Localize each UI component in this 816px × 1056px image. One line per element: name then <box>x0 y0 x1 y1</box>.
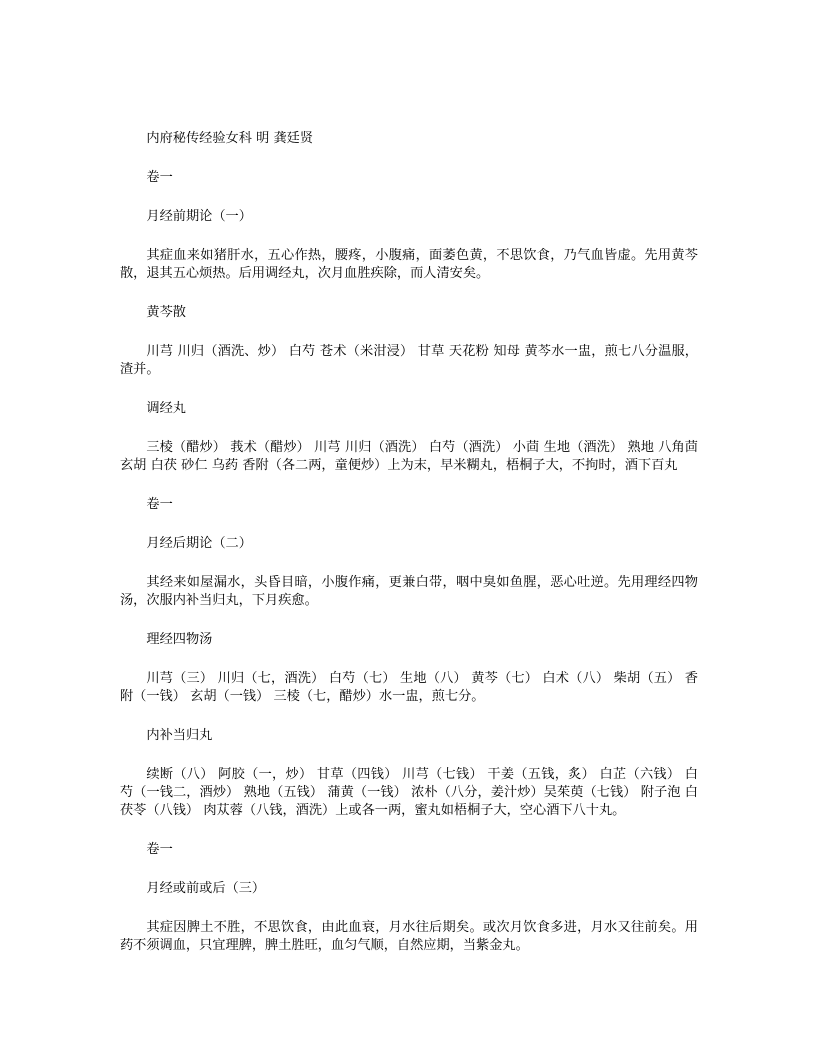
body-paragraph: 其症因脾土不胜，不思饮食，由此血衰，月水往后期矣。或次月饮食多进，月水又往前矣。用药不须调血，只宜理脾，脾土胜旺，血匀气顺，自然应期，当紫金丸。 <box>120 920 698 953</box>
formula-ingredients: 川芎 川归（酒洗、炒） 白芍 苍术（米泔浸） 甘草 天花粉 知母 黄芩水一盅，煎七八分温服，渣并。 <box>120 344 698 377</box>
section-heading: 月经或前或后（三） <box>146 881 266 896</box>
book-title: 内府秘传经验女科 明 龚廷贤 <box>146 131 314 146</box>
formula-heading: 黄芩散 <box>146 305 186 320</box>
formula-ingredients: 三棱（醋炒） 莪术（醋炒） 川芎 川归（酒洗） 白芍（酒洗） 小茴 生地（酒洗） 熟地 八角茴 玄胡 白茯 砂仁 乌药 香附（各二两，童便炒）上为末，早米糊丸，梧桐子大，不拘时，酒下百丸 <box>120 440 698 473</box>
volume-heading: 卷一 <box>146 497 173 512</box>
volume-heading: 卷一 <box>146 842 173 857</box>
formula-heading: 内补当归丸 <box>146 728 213 743</box>
section-heading: 月经前期论（一） <box>146 209 252 224</box>
formula-heading: 理经四物汤 <box>146 632 213 647</box>
formula-ingredients: 续断（八） 阿胶（一，炒） 甘草（四钱） 川芎（七钱） 干姜（五钱，炙） 白芷（六钱） 白芍（一钱二，酒炒） 熟地（五钱） 蒲黄（一钱） 浓朴（八分，姜汁炒）吴茱萸（七钱） 附子泡 白茯苓（八钱） 肉苁蓉（八钱，酒洗）上或各一两，蜜丸如梧桐子大，空心酒下八十丸。 <box>120 767 698 818</box>
formula-ingredients: 川芎（三） 川归（七，酒洗） 白芍（七） 生地（八） 黄芩（七） 白术（八） 柴胡（五） 香附（一钱） 玄胡（一钱） 三棱（七，醋炒）水一盅，煎七分。 <box>120 671 698 704</box>
formula-heading: 调经丸 <box>146 401 186 416</box>
body-paragraph: 其经来如屋漏水，头昏目暗，小腹作痛，更兼白带，咽中臭如鱼腥，恶心吐逆。先用理经四物汤，次服内补当归丸，下月疾愈。 <box>120 575 698 608</box>
section-heading: 月经后期论（二） <box>146 536 252 551</box>
volume-heading: 卷一 <box>146 170 173 185</box>
body-paragraph: 其症血来如猪肝水，五心作热，腰疼，小腹痛，面萎色黄，不思饮食，乃气血皆虚。先用黄芩散，退其五心烦热。后用调经丸，次月血胜疾除，而人清安矣。 <box>120 248 698 281</box>
document-page <box>120 130 698 976</box>
